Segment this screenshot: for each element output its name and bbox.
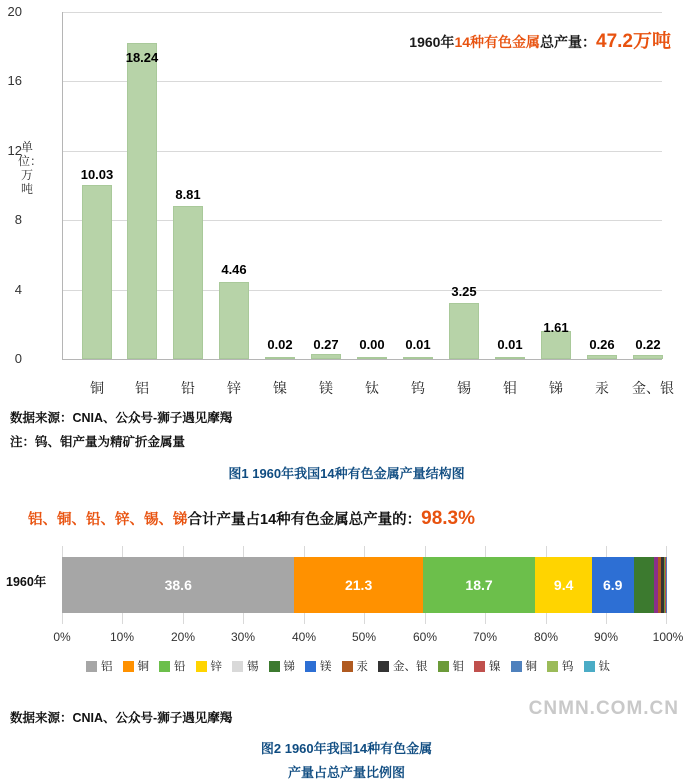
x-tick-label: 锌 bbox=[227, 380, 241, 396]
legend-label: 铅 bbox=[174, 661, 186, 673]
legend-swatch-icon bbox=[511, 661, 522, 672]
chart1-note: 注：钨、钼产量为精矿折金属量 bbox=[10, 435, 186, 449]
bar-value-label: 0.00 bbox=[359, 337, 385, 352]
headline-middle: 合计产量占14种有色金属总产量的： bbox=[187, 512, 422, 528]
x-tick-label: 铅 bbox=[181, 380, 195, 396]
legend-swatch-icon bbox=[378, 661, 389, 672]
legend-item bbox=[511, 658, 538, 674]
bar-magnesium bbox=[311, 354, 341, 360]
x-tick-label: 铜 bbox=[90, 380, 104, 396]
bar-antimony bbox=[541, 331, 571, 359]
legend-swatch-icon bbox=[438, 661, 449, 672]
legend-label: 锑 bbox=[283, 661, 295, 673]
legend-item bbox=[269, 658, 296, 674]
bar-value-label: 18.24 bbox=[125, 50, 159, 65]
segment-copper: 21.3 bbox=[294, 557, 422, 613]
legend-label: 汞 bbox=[356, 661, 368, 673]
x-tick-label: 10% bbox=[109, 630, 135, 644]
bar-value-label: 4.46 bbox=[221, 262, 247, 277]
legend-item bbox=[159, 658, 186, 674]
bar-nickel bbox=[265, 357, 295, 359]
x-tick-label: 20% bbox=[170, 630, 196, 644]
bar-value-label: 0.26 bbox=[589, 337, 615, 352]
segment-aluminum: 38.6 bbox=[62, 557, 294, 613]
legend-swatch-icon bbox=[196, 661, 207, 672]
watermark: CNMN.COM.CN bbox=[528, 698, 679, 719]
bar-gold-silver bbox=[633, 355, 663, 359]
y-tick-label: 4 bbox=[14, 281, 22, 297]
bar-lead bbox=[173, 206, 203, 359]
legend-label: 锡 bbox=[247, 661, 259, 673]
legend-label: 铝 bbox=[101, 661, 113, 673]
x-tick-label: 0% bbox=[53, 630, 71, 644]
chart2-legend bbox=[28, 658, 668, 674]
stacked-bar-row bbox=[62, 557, 667, 613]
legend-swatch-icon bbox=[584, 661, 595, 672]
y-tick-label: 0 bbox=[14, 351, 22, 366]
legend-label: 镁 bbox=[320, 661, 332, 673]
annotation-value: 47.2万吨 bbox=[596, 31, 671, 52]
bar-value-label: 0.22 bbox=[635, 337, 661, 352]
bar-value-label: 8.81 bbox=[175, 187, 201, 202]
bar-copper bbox=[82, 185, 112, 359]
legend-item bbox=[305, 658, 332, 674]
x-tick-label: 铝 bbox=[135, 380, 149, 396]
bar-tin bbox=[449, 303, 479, 359]
x-tick-label: 锑 bbox=[549, 380, 563, 396]
gridline bbox=[63, 12, 662, 13]
legend-label: 镍 bbox=[489, 661, 501, 673]
chart1-y-axis-label: 单位：万吨 bbox=[18, 140, 43, 196]
x-tick-label: 镍 bbox=[273, 380, 287, 396]
x-tick-label: 100% bbox=[652, 630, 684, 644]
legend-label: 钼 bbox=[452, 661, 464, 673]
legend-item bbox=[547, 658, 574, 674]
x-tick-label: 钨 bbox=[411, 380, 425, 396]
legend-swatch-icon bbox=[474, 661, 485, 672]
segment-antimony bbox=[634, 557, 654, 613]
bar-aluminum bbox=[127, 43, 157, 359]
legend-item bbox=[474, 658, 501, 674]
chart2-caption-line2: 产量占总产量比例图 bbox=[287, 765, 405, 780]
chart1-source: 数据来源：CNIA、公众号-狮子遇见摩羯 bbox=[10, 411, 233, 425]
headline-value: 98.3% bbox=[421, 508, 476, 529]
bar-molybdenum bbox=[495, 357, 525, 359]
y-tick-label: 20 bbox=[7, 4, 22, 19]
legend-swatch-icon bbox=[305, 661, 316, 672]
chart2-plot-area bbox=[53, 546, 684, 644]
legend-swatch-icon bbox=[86, 661, 97, 672]
legend-item bbox=[378, 658, 428, 674]
segment-tin: 6.9 bbox=[592, 557, 634, 613]
x-tick-label: 镁 bbox=[319, 380, 333, 396]
legend-swatch-icon bbox=[547, 661, 558, 672]
chart-2-container bbox=[0, 490, 693, 780]
legend-swatch-icon bbox=[269, 661, 280, 672]
legend-swatch-icon bbox=[159, 661, 170, 672]
legend-item bbox=[232, 658, 259, 674]
chart2-caption-line1: 图2 1960年我国14种有色金属 bbox=[260, 741, 433, 756]
x-tick-label: 金、银 bbox=[632, 380, 674, 396]
bar-value-label: 1.61 bbox=[543, 320, 569, 335]
segment-copper-2 bbox=[666, 557, 667, 613]
legend-item bbox=[342, 658, 369, 674]
x-tick-label: 50% bbox=[351, 630, 377, 644]
legend-item bbox=[86, 658, 113, 674]
legend-label: 铜 bbox=[525, 661, 537, 673]
bar-value-label: 3.25 bbox=[451, 284, 477, 299]
bar-titanium bbox=[357, 357, 387, 359]
bar-value-label: 0.01 bbox=[497, 337, 523, 352]
bar-value-label: 0.01 bbox=[405, 337, 431, 352]
legend-label: 铜 bbox=[137, 661, 149, 673]
x-tick-label: 汞 bbox=[595, 380, 609, 396]
annotation-prefix: 1960年 bbox=[409, 34, 455, 50]
legend-item bbox=[196, 658, 223, 674]
annotation-middle: 总产量： bbox=[540, 34, 597, 50]
chart2-headline bbox=[28, 508, 475, 530]
bar-mercury bbox=[587, 355, 617, 360]
legend-label: 钛 bbox=[598, 661, 610, 673]
legend-item bbox=[584, 658, 611, 674]
headline-highlight: 铝、铜、铅、锌、锡、锑 bbox=[28, 512, 188, 528]
legend-label: 金、银 bbox=[393, 661, 428, 673]
bar-value-label: 10.03 bbox=[80, 167, 114, 182]
x-tick-label: 70% bbox=[472, 630, 498, 644]
x-tick-label: 60% bbox=[412, 630, 438, 644]
bar-tungsten bbox=[403, 357, 433, 359]
legend-label: 钨 bbox=[562, 661, 574, 673]
y-tick-label: 8 bbox=[14, 212, 22, 228]
x-tick-label: 30% bbox=[230, 630, 256, 644]
legend-swatch-icon bbox=[232, 661, 243, 672]
chart2-source: 数据来源：CNIA、公众号-狮子遇见摩羯 bbox=[10, 711, 233, 725]
bar-value-label: 0.27 bbox=[313, 337, 339, 352]
x-tick-label: 钼 bbox=[503, 380, 517, 396]
bar-value-label: 0.02 bbox=[267, 337, 293, 352]
segment-lead: 18.7 bbox=[423, 557, 536, 613]
legend-label: 锌 bbox=[210, 661, 222, 673]
chart2-row-label: 1960年 bbox=[6, 575, 47, 589]
segment-zinc: 9.4 bbox=[535, 557, 592, 613]
chart1-caption: 图1 1960年我国14种有色金属产量结构图 bbox=[228, 466, 465, 481]
x-tick-label: 锡 bbox=[457, 380, 471, 396]
legend-item bbox=[438, 658, 465, 674]
x-tick-label: 90% bbox=[593, 630, 619, 644]
y-tick-label: 16 bbox=[7, 73, 22, 89]
annotation-highlight: 14种有色金属 bbox=[454, 34, 541, 50]
legend-swatch-icon bbox=[342, 661, 353, 672]
x-tick-label: 钛 bbox=[365, 380, 379, 396]
legend-item bbox=[123, 658, 150, 674]
x-tick-label: 40% bbox=[291, 630, 317, 644]
legend-swatch-icon bbox=[123, 661, 134, 672]
x-tick-label: 80% bbox=[533, 630, 559, 644]
y-tick-label: 12 bbox=[7, 142, 22, 158]
bar-zinc bbox=[219, 282, 249, 359]
chart1-annotation bbox=[409, 26, 671, 53]
